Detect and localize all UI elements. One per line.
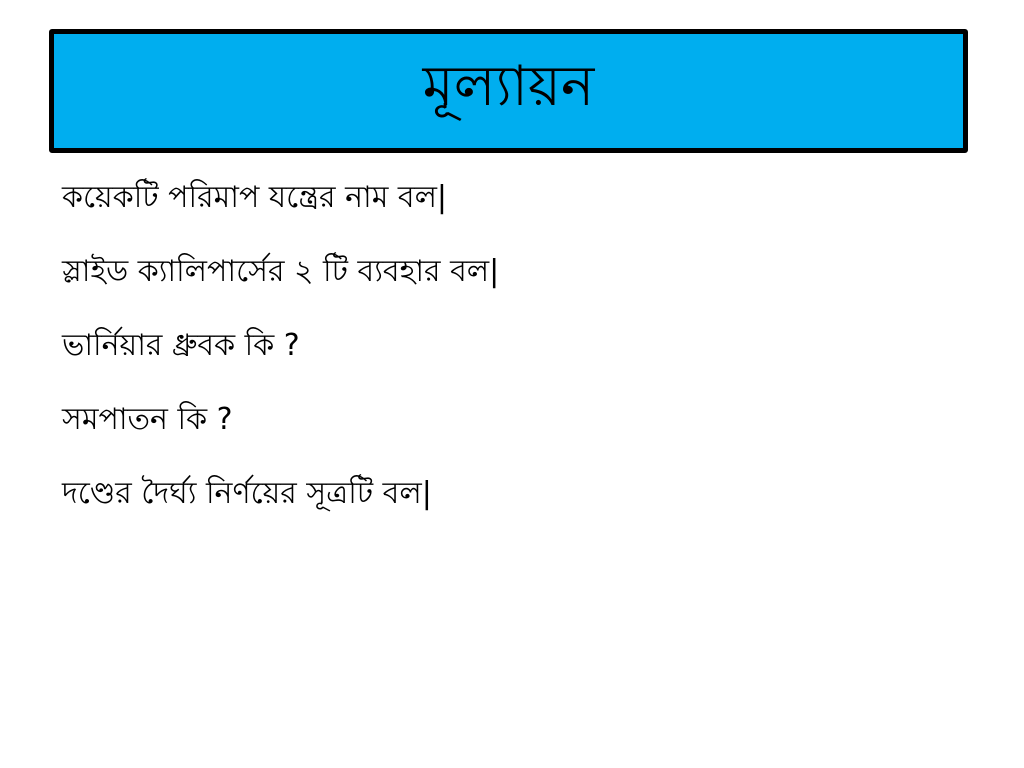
slide-title: মূল্যায়ন	[422, 54, 595, 119]
title-banner	[49, 29, 968, 153]
question-item: কয়েকটি পরিমাপ যন্ত্রের নাম বল|	[62, 180, 448, 215]
question-item: স্লাইড ক্যালিপার্সের ২ টি ব্যবহার বল|	[62, 254, 500, 289]
question-item: ভার্নিয়ার ধ্রুবক কি ?	[62, 328, 300, 363]
question-item: সমপাতন কি ?	[62, 402, 233, 437]
question-list	[62, 180, 962, 550]
question-item: দণ্ডের দৈর্ঘ্য নির্ণয়ের সূত্রটি বল|	[62, 476, 432, 511]
